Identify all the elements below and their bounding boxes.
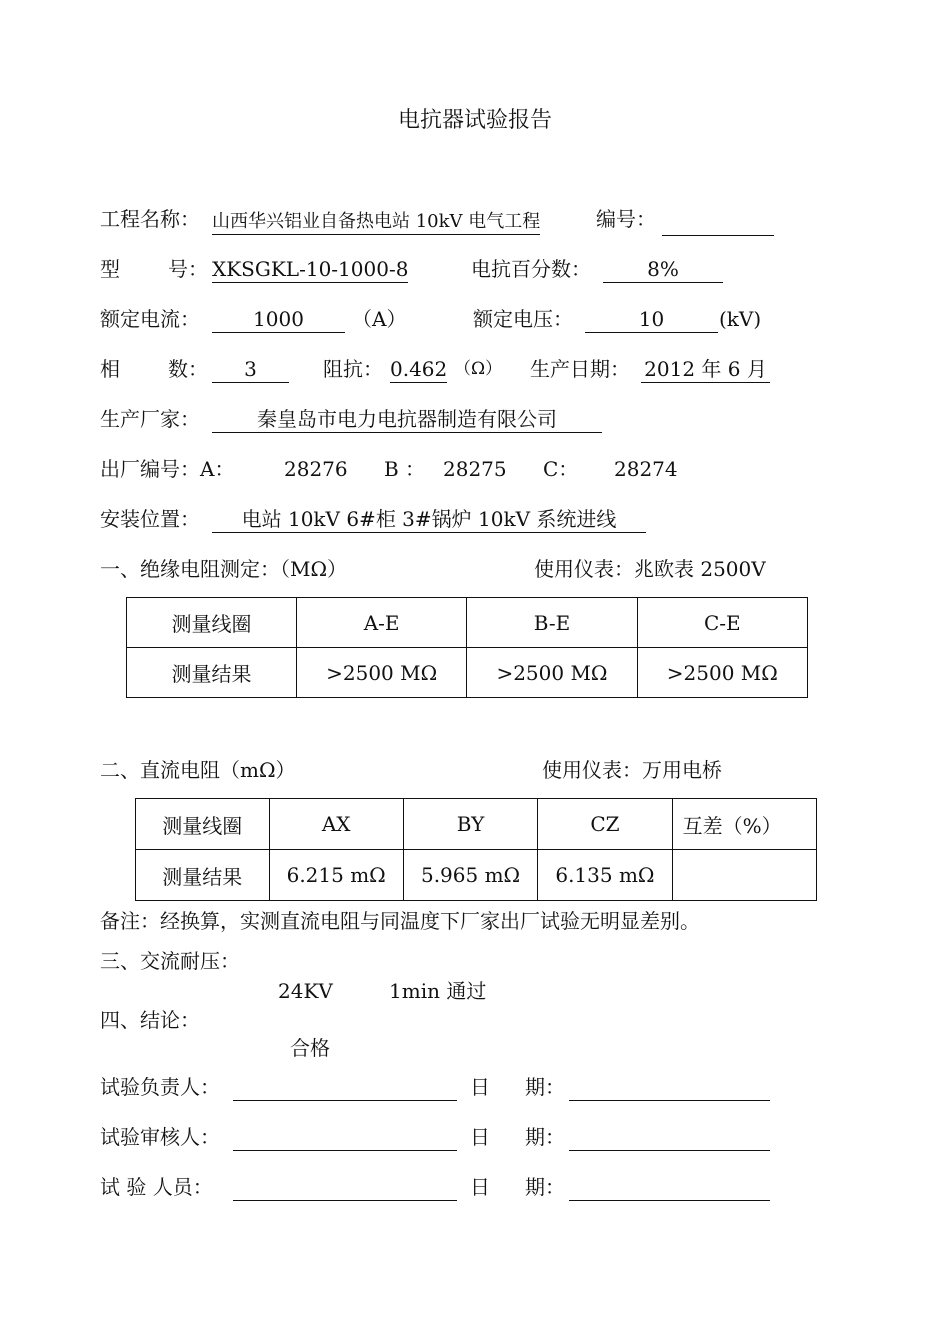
section1-instrument: 使用仪表：兆欧表 2500V [534,557,766,581]
project-label: 工程名称： [100,207,200,231]
date-label-2: 期： [525,1125,565,1149]
date-reviewer-line[interactable] [569,1150,770,1151]
location-label: 安装位置： [100,507,200,531]
insulation-table [126,597,808,698]
table-cell: 测量线圈 [136,799,270,850]
factory-no-c-label: C： [543,457,579,481]
table-cell: 测量结果 [127,648,297,698]
date-tester-line[interactable] [569,1200,770,1201]
table-row [127,598,808,648]
table-cell: AX [269,799,403,850]
date-label-1: 日 [470,1125,490,1149]
project-value: 山西华兴铝业自备热电站 10kV 电气工程 [212,213,540,235]
phase-label-1: 相 [100,357,120,381]
dc-resistance-table [135,798,817,901]
table-cell: 互差（%） [672,799,816,850]
table-row [127,648,808,698]
sign-reviewer-line[interactable] [233,1150,457,1151]
date-label-2: 期： [525,1075,565,1099]
table-cell: 测量线圈 [127,598,297,648]
table-cell: A-E [296,598,466,648]
factory-no-b-label: B ： [384,457,426,481]
sign-tester-line[interactable] [233,1200,457,1201]
table-cell: >2500 MΩ [467,648,637,698]
phase-label-2: 数： [168,357,208,381]
table-cell: 5.965 mΩ [403,850,537,901]
date-label-1: 日 [470,1175,490,1199]
table-cell: 6.215 mΩ [269,850,403,901]
page-title: 电抗器试验报告 [397,108,552,133]
rated-voltage-unit: (kV) [719,307,762,331]
prod-date-value: 2012 年 6 月 [641,359,770,383]
section2-note: 备注：经换算，实测直流电阻与同温度下厂家出厂试验无明显差别。 [100,909,700,933]
serial-value-line [662,235,774,236]
table-cell: B-E [467,598,637,648]
rated-voltage-value: 10 [585,309,718,333]
conclusion-result: 合格 [290,1036,330,1060]
impedance-unit: （Ω） [454,359,503,379]
phase-value: 3 [212,359,289,383]
rated-current-value: 1000 [212,309,345,333]
prod-date-label: 生产日期： [530,357,630,381]
section3-result: 1min 通过 [389,979,487,1003]
impedance-value: 0.462 [390,357,448,381]
table-row [136,850,817,901]
sign-responsible-line[interactable] [233,1100,457,1101]
table-cell [672,850,816,901]
section2-heading: 二、直流电阻（mΩ） [100,758,296,782]
factory-no-b: 28275 [443,457,507,481]
factory-no-a: 28276 [284,457,348,481]
sign-tester-label: 试 验 人员： [100,1175,213,1199]
rated-current-label: 额定电流： [100,307,200,331]
manufacturer-value: 秦皇岛市电力电抗器制造有限公司 [212,409,602,433]
manufacturer-label: 生产厂家： [100,407,200,431]
table-cell: BY [403,799,537,850]
factory-no-c: 28274 [614,457,678,481]
impedance-label: 阻抗： [323,357,383,381]
table-cell: >2500 MΩ [637,648,807,698]
model-value: XKSGKL-10-1000-8 [212,257,409,281]
location-value: 电站 10kV 6#柜 3#锅炉 10kV 系统进线 [212,509,646,533]
rated-voltage-label: 额定电压： [473,307,573,331]
factory-no-label: 出厂编号：A： [100,457,235,481]
table-cell: 测量结果 [136,850,270,901]
table-cell: CZ [538,799,672,850]
reactance-pct-label: 电抗百分数： [471,257,591,281]
date-label-2: 期： [525,1175,565,1199]
model-label-1: 型 [100,257,120,281]
rated-current-unit: （A） [352,307,407,331]
date-label-1: 日 [470,1075,490,1099]
table-cell: C-E [637,598,807,648]
serial-label: 编号： [596,207,656,231]
table-cell: >2500 MΩ [296,648,466,698]
section3-heading: 三、交流耐压： [100,949,240,973]
section3-voltage: 24KV [278,979,333,1003]
section2-instrument: 使用仪表：万用电桥 [542,758,722,782]
reactance-pct-value: 8% [603,259,723,283]
date-responsible-line[interactable] [569,1100,770,1101]
sign-reviewer-label: 试验审核人： [100,1125,220,1149]
table-row [136,799,817,850]
model-label-2: 号： [168,257,208,281]
sign-responsible-label: 试验负责人： [100,1075,220,1099]
section4-heading: 四、结论： [100,1008,200,1032]
section1-heading: 一、绝缘电阻测定：（MΩ） [100,557,348,581]
table-cell: 6.135 mΩ [538,850,672,901]
